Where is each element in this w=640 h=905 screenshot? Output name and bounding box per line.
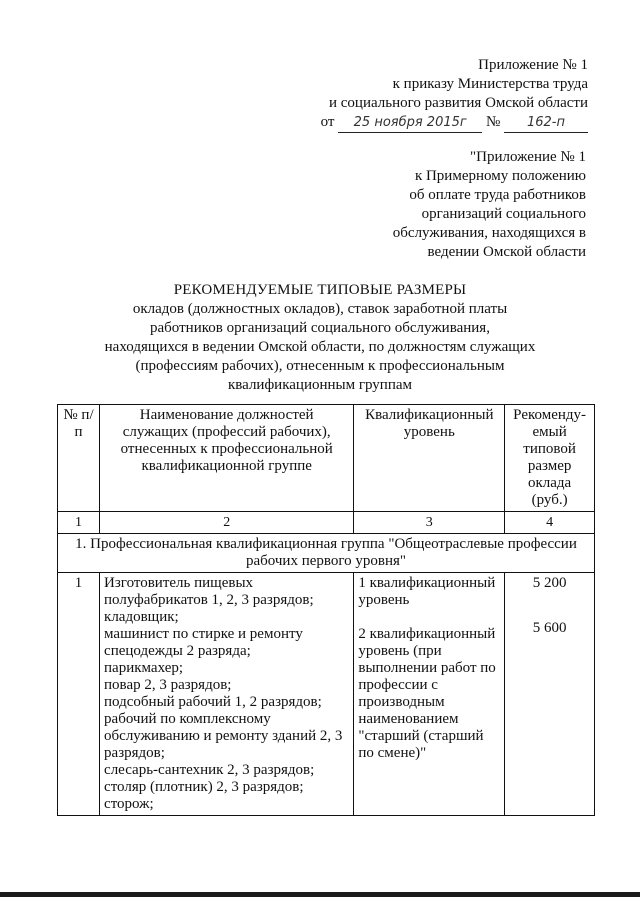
row-qualification-levels bbox=[354, 573, 505, 816]
table-header-row bbox=[58, 405, 595, 512]
position-item: рабочий по комплексному обслуживанию и ремонту зданий 2, 3 разрядов; bbox=[104, 711, 343, 761]
row-salary-amounts bbox=[505, 573, 595, 816]
appendix-order-reference bbox=[321, 56, 588, 133]
heading-title: РЕКОМЕНДУЕМЫЕ ТИПОВЫЕ РАЗМЕРЫ bbox=[173, 282, 467, 298]
heading-subtitle-line: квалификационным группам bbox=[227, 377, 413, 393]
position-item: кладовщик; bbox=[104, 609, 179, 625]
qualification-level-1: 1 квалификационный уровень bbox=[358, 575, 496, 608]
row-number: 1 bbox=[58, 573, 100, 816]
appendix2-line: организаций социального bbox=[421, 206, 586, 222]
position-item: повар 2, 3 разрядов; bbox=[104, 677, 232, 693]
order-date-number-line bbox=[321, 113, 588, 133]
qualification-level-2: 2 квалификационный уровень (при выполнении работ по профессии с производным наименованием "старший (старший по смене)" bbox=[358, 626, 496, 761]
column-number: 2 bbox=[100, 512, 354, 534]
header-qualification-level: Квалификационный уровень bbox=[354, 405, 505, 512]
salary-amount-2: 5 600 bbox=[532, 620, 567, 636]
scan-bottom-edge bbox=[0, 892, 640, 897]
heading-subtitle-line: (профессиям рабочих), отнесенным к профессиональным bbox=[135, 358, 505, 374]
table-row bbox=[58, 573, 595, 816]
document-heading bbox=[40, 281, 600, 395]
position-item: столяр (плотник) 2, 3 разрядов; bbox=[104, 779, 304, 795]
position-item: парикмахер; bbox=[104, 660, 184, 676]
position-item: сторож; bbox=[104, 796, 154, 812]
position-item: машинист по стирке и ремонту спецодежды 2 разряда; bbox=[104, 626, 303, 659]
appendix2-line: обслуживания, находящихся в bbox=[392, 225, 586, 241]
order-ministry-line: к приказу Министерства труда bbox=[392, 76, 588, 92]
heading-subtitle-line: работников организаций социального обслуживания, bbox=[150, 320, 490, 336]
from-label: от bbox=[320, 114, 335, 130]
group-title-row bbox=[58, 534, 595, 573]
header-number: № п/п bbox=[58, 405, 100, 512]
handwritten-number: 162-п bbox=[504, 113, 588, 133]
appendix2-line: ведении Омской области bbox=[427, 244, 586, 260]
position-item: Изготовитель пищевых полуфабрикатов 1, 2, 3 разрядов; bbox=[104, 575, 314, 608]
row-positions bbox=[100, 573, 354, 816]
column-number: 1 bbox=[58, 512, 100, 534]
order-ministry-line-2: и социального развития Омской области bbox=[328, 95, 588, 111]
position-item: слесарь-сантехник 2, 3 разрядов; bbox=[104, 762, 315, 778]
position-item: подсобный рабочий 1, 2 разрядов; bbox=[104, 694, 322, 710]
heading-subtitle-line: находящихся в ведении Омской области, по должностям служащих bbox=[104, 339, 536, 355]
column-number: 4 bbox=[505, 512, 595, 534]
number-label: № bbox=[485, 114, 501, 130]
column-number: 3 bbox=[354, 512, 505, 534]
appendix-number: Приложение № 1 bbox=[478, 57, 588, 73]
group-title: 1. Профессиональная квалификационная группа "Общеотраслевые профессии рабочих первого уровня" bbox=[58, 534, 595, 573]
header-salary: Рекоменду-емый типовой размер оклада (руб.) bbox=[505, 405, 595, 512]
heading-subtitle-line: окладов (должностных окладов), ставок заработной платы bbox=[132, 301, 508, 317]
salary-amount-1: 5 200 bbox=[532, 575, 567, 591]
header-positions: Наименование должностей служащих (профессий рабочих), отнесенных к профессиональной квалификационной группе bbox=[100, 405, 354, 512]
handwritten-date: 25 ноября 2015г bbox=[338, 113, 482, 133]
appendix-regulation-reference bbox=[330, 148, 586, 262]
appendix2-line: "Приложение № 1 bbox=[470, 149, 586, 165]
appendix2-line: к Примерному положению bbox=[414, 168, 586, 184]
salary-table bbox=[57, 404, 595, 816]
appendix2-line: об оплате труда работников bbox=[409, 187, 586, 203]
column-number-row bbox=[58, 512, 595, 534]
